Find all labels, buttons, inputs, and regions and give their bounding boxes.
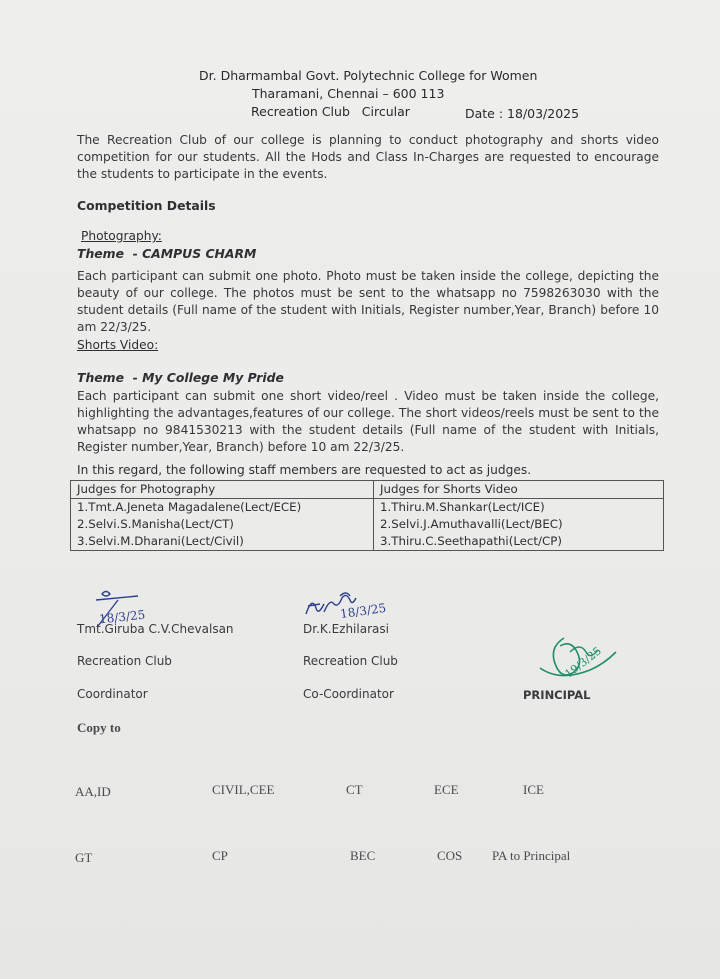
photography-line: student details (Full name of the student with Initials, Register number,Year, Branch) before 10	[77, 303, 659, 317]
coordinator-role: Coordinator	[77, 687, 148, 701]
copy-to-item: CP	[212, 848, 228, 863]
photography-line: am 22/3/25.	[77, 320, 152, 334]
shorts-line: Register number,Year, Branch) before 10 am 22/3/25.	[77, 440, 405, 454]
coordinator-name: Tmt.Giruba C.V.Chevalsan	[77, 622, 234, 636]
judges-intro: In this regard, the following staff members are requested to act as judges.	[77, 463, 532, 477]
shorts-theme: Theme - My College My Pride	[77, 370, 284, 385]
table-row	[71, 533, 664, 551]
photography-line: Each participant can submit one photo. Photo must be taken inside the college, depicting the	[77, 269, 659, 283]
table-cell: 1.Thiru.M.Shankar(Lect/ICE)	[374, 499, 664, 517]
shorts-line: highlighting the advantages,features of our college. The short videos/reels must be sent to the	[77, 406, 659, 420]
table-cell: 3.Selvi.M.Dharani(Lect/Civil)	[71, 533, 374, 551]
circular-title: Recreation Club Circular	[251, 104, 410, 119]
co-coordinator-club: Recreation Club	[303, 654, 398, 668]
copy-to-item: CIVIL,CEE	[212, 782, 275, 797]
copy-to-item: ECE	[434, 782, 459, 797]
college-name: Dr. Dharmambal Govt. Polytechnic College for Women	[199, 68, 538, 83]
principal-title: PRINCIPAL	[523, 688, 591, 702]
copy-to-item: BEC	[350, 848, 376, 863]
copy-to-item: PA to Principal	[492, 848, 571, 863]
copy-to-item: ICE	[523, 782, 544, 797]
copy-to-item: CT	[346, 782, 363, 797]
judges-table	[70, 480, 664, 551]
table-row	[71, 516, 664, 533]
table-cell: 2.Selvi.S.Manisha(Lect/CT)	[71, 516, 374, 533]
intro-line: the students to participate in the events.	[77, 167, 328, 181]
co-coordinator-role: Co-Coordinator	[303, 687, 394, 701]
coordinator-club: Recreation Club	[77, 654, 172, 668]
shorts-paragraph	[77, 388, 659, 456]
photography-line: beauty of our college. The photos must be sent to the whatsapp no 7598263030 with the	[77, 286, 659, 300]
principal-date-handwritten: 19/3/25	[562, 644, 604, 681]
intro-line: competition for our students. All the Hods and Class In-Charges are requested to encourage	[77, 150, 659, 164]
table-row	[71, 499, 664, 517]
circular-date: Date : 18/03/2025	[465, 106, 580, 121]
table-cell: 1.Tmt.A.Jeneta Magadalene(Lect/ECE)	[71, 499, 374, 517]
photography-paragraph	[77, 268, 659, 336]
table-header-cell: Judges for Photography	[71, 481, 374, 499]
table-header-cell: Judges for Shorts Video	[374, 481, 664, 499]
table-cell: 2.Selvi.J.Amuthavalli(Lect/BEC)	[374, 516, 664, 533]
copy-to-item: AA,ID	[75, 784, 111, 799]
co-coordinator-date-handwritten: 18/3/25	[339, 600, 388, 622]
table-cell: 3.Thiru.C.Seethapathi(Lect/CP)	[374, 533, 664, 551]
table-header-row	[71, 481, 664, 499]
copy-to-label: Copy to	[77, 720, 121, 735]
competition-heading: Competition Details	[77, 198, 216, 213]
intro-paragraph	[77, 132, 659, 183]
copy-to-item: COS	[437, 848, 463, 863]
copy-to-item: GT	[75, 850, 93, 865]
shorts-heading: Shorts Video:	[77, 338, 159, 352]
coordinator-date-handwritten: 18/3/25	[98, 607, 146, 627]
shorts-line: whatsapp no 9841530213 with the student details (Full name of the student with Initials,	[77, 423, 659, 437]
photography-heading: Photography:	[81, 229, 162, 243]
co-coordinator-name: Dr.K.Ezhilarasi	[303, 622, 389, 636]
college-address: Tharamani, Chennai – 600 113	[252, 86, 445, 101]
intro-line: The Recreation Club of our college is planning to conduct photography and shorts video	[77, 133, 659, 147]
shorts-line: Each participant can submit one short video/reel . Video must be taken inside the college,	[77, 389, 659, 403]
photography-theme: Theme - CAMPUS CHARM	[77, 246, 257, 261]
